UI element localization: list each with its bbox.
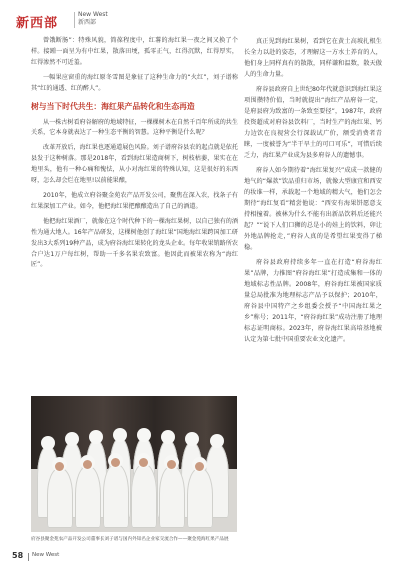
- subtitle-english: New West: [78, 11, 108, 18]
- subtitle-chinese: 新西部: [78, 19, 97, 26]
- right-column: [244, 36, 382, 349]
- paragraph: 府谷县政府自上世纪80年代就意识到海红果这项围攒特价值，当时就提出“海红产品府谷一定，是府县府为致富的一条致至要径”，1987年，政府投资超成对府谷县饮料厂，当时生产的海红果、钙力边饮在良视营会行深载试广价，额受消费者青睐，一度被誉为“半干旱土的可口可乐”，可惜后续乏力，海红果产业成为县多府谷人的遗憾事。: [244, 86, 382, 159]
- person-head: [210, 434, 224, 448]
- person-head: [137, 428, 151, 442]
- person-face: [139, 458, 148, 467]
- person-head: [89, 430, 103, 444]
- person-face: [195, 462, 204, 471]
- paragraph: 府谷县政府持续多年一直在打造“府谷海红果”品牌，力推图“府谷海红果”打造成集和一体的地域标志性品牌。2008年，府谷海红果被国家质量总局批准为地理标志产品予以保护；2010年，府谷县中国特产之乡组委会授予“中国海红果之乡”称号；2011年，“府谷海红果”成功注册了地理标志证明商标。2023年，府谷海红果高培基地被认定为第七批中国重要农业文化遗产。: [244, 259, 382, 343]
- person-figure: [187, 468, 213, 528]
- left-column: [31, 36, 238, 275]
- person-head: [185, 432, 199, 446]
- person-figure: [159, 466, 185, 528]
- header-divider: [74, 12, 75, 28]
- person-head: [113, 428, 127, 442]
- paragraph: 他把海红果酒厂，就像在这个时代种下的一棵海红果树，以自己独有的酒性为通大地人。16年产品研发，这棵树他创了海红果”国地海红果跨国加工研发出3大系列19种产品，成为府谷海红果转化的龙头企业。每年收果销路所农合户达1万户每红树，帮助一千多名果农致富。他因此而被果农称为“海红匠”。: [31, 217, 238, 269]
- person-face: [83, 460, 92, 469]
- person-head: [65, 432, 79, 446]
- paragraph: 曾饿断肠”：特殊风貌，简葆程度中，红薯的海红果一夜之间又换了个样。接踵一面呈为有中红果，散落田埂，孤零正气，红得沉默，红得厚实，红得渗然不可近羞。: [31, 37, 238, 66]
- paragraph: 府谷人如今期待着“海红果复兴”成成一款健的地气的“爆款”饮品重归市场，就像大型康宜和西安的妆谁一样，承载起一个地域的精大气，他们怎会期待“海红复看”精尝他说：“西安有海果饼愿意支持相撞着。被林为什么不能有出新品饮料后还能兴起？”“说下人们口狮的总是小的娃上的饮料，卯让外地品牌抢走，”府谷人真的是希望红果变得了梯稳。: [244, 167, 382, 251]
- paragraph: 改革开放后，海红果也逐通道展色风险。刘子谱府谷县农的起点就是依托县发于这种树落。那是2018年，看到海红果造商树下，树枝枯萎，果实在在地里头，他有一种心痛和愧怯，从小对海红果的特殊认知，这是很好的东西呀，怎么却会烂在地里!以前能果酿，: [31, 144, 238, 185]
- footer-divider: [28, 553, 29, 561]
- person-face: [111, 458, 120, 467]
- person-figure: [131, 464, 157, 528]
- person-head: [161, 430, 175, 444]
- group-photo: [31, 396, 237, 532]
- person-face: [167, 460, 176, 469]
- paragraph: 真正见到海红果树，看到它在黄土高坡扎根生长全力以赴的姿态，才理解这一方水土养育的人，他们身上同样真有的散散，同样谦和温数，散天傲人的生命力量。: [244, 38, 382, 78]
- photo-caption: 府谷县聚金苑农产品开发公司董事长刘子谱与国内外知名企业家交流合作——聚金苑海红果产品展: [31, 537, 229, 542]
- paragraph: 从一株古树看府谷解府的地域特征，一棵棵树木在自然千百年所成的共生关系，它本身就表达了一种生态平衡的智慧。这种平衡是什么呢？: [31, 118, 238, 137]
- page-number: 58: [12, 551, 24, 560]
- person-figure: [75, 466, 101, 528]
- page-header: [10, 9, 392, 33]
- magazine-logo: 新西部: [16, 16, 59, 31]
- footer-magazine-name: New West: [32, 552, 60, 558]
- person-figure: [47, 468, 73, 528]
- magazine-subtitle: [78, 11, 108, 27]
- person-face: [55, 462, 64, 471]
- person-figure: [103, 464, 129, 528]
- person-head: [41, 436, 55, 450]
- page-footer: [10, 551, 210, 563]
- section-heading: 树与当下时代共生：海红果产品转化和生态再造: [31, 101, 195, 111]
- paragraph: 一幅果应窗重的海红原冬雪图是象征了这种生命力的“火红”，刘子谱称其“红的通透、红的醉人”。: [31, 73, 238, 92]
- paragraph: 2010年，他成立府谷聚金苑农产品开发公司，聚焦在深入农，找条子有红果深加工产业。如今，他把海红果把酿酿造出了自己的酒道。: [31, 191, 238, 210]
